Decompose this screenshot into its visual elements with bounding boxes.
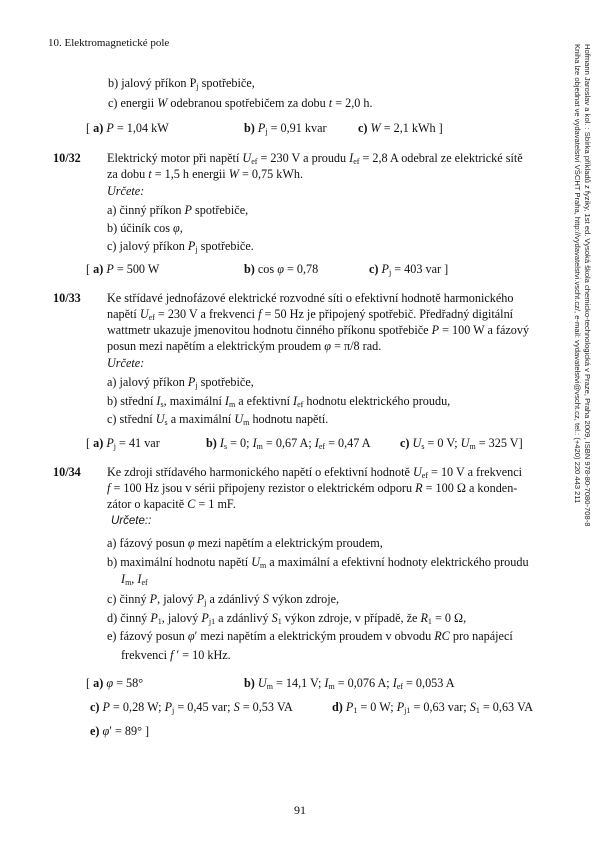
p33-answer-c: c) $U_s = 0$ V; $U_m = 325$ V] xyxy=(400,436,523,451)
p33-statement-line4: posun mezi napětím a elektrickým proudem φ = π/8 rad. xyxy=(107,339,382,353)
p33-item-b: b) střední $I_s$, maximální $I_m$ a efektivní $I_{ef}$ hodnotu elektrického proudu, xyxy=(107,394,451,409)
p34-item-e-line2: frekvenci f ′ = 10 kHz. xyxy=(121,648,231,662)
p33-answer-b: b) $I_s = 0$; $I_m = 0,67$ A; $I_{ef} = 0,47$ A xyxy=(206,436,371,451)
p33-statement-line3: wattmetr ukazuje jmenovitou hodnotu činného příkonu spotřebiče P = 100 W a fázový xyxy=(107,323,530,337)
p34-statement-line2: f = 100 Hz jsou v sérii připojeny rezistor o elektrickém odporu R = 100 Ω a konden- xyxy=(107,481,518,495)
p34-statement-line1: Ke zdroji střídavého harmonického napětí o efektivní hodnotě $U_{ef} = 10$ V a frekvenci xyxy=(107,465,523,480)
p33-answer-a: [ a) $P_j = 41$ var xyxy=(86,436,160,451)
p33-item-a: a) jalový příkon $P_j$ spotřebiče, xyxy=(107,375,254,390)
p34-answer-e: e) φ′ = 89° ] xyxy=(90,724,150,738)
p32-answer-c: c) $P_j = 403$ var ] xyxy=(369,262,449,277)
p1-answer-a: [ a) P = 1,04 kW xyxy=(86,121,169,135)
problem-number-32: 10/32 xyxy=(53,151,81,165)
p32-item-b: b) účiník cos φ, xyxy=(107,221,183,235)
running-header: 10. Elektromagnetické pole xyxy=(48,37,170,49)
p32-statement-line2: za dobu t = 1,5 h energii W = 0,75 kWh. xyxy=(107,167,303,181)
p34-item-a: a) fázový posun φ mezi napětím a elektrickým proudem, xyxy=(107,536,383,550)
p32-item-c: c) jalový příkon $P_j$ spotřebiče. xyxy=(107,239,254,254)
p33-statement-line1: Ke střídavé jednofázové elektrické rozvodné síti o efektivní hodnotě harmonického xyxy=(107,291,514,305)
p34-determine-label: Určete:: xyxy=(111,515,152,527)
p1-answer-b: b) $P_j = 0,91$ kvar xyxy=(244,121,327,136)
side-order-info: Kniha lze objednat ve vydavatelství VŠCHT Praha, http://vydavatelstvi.vscht.cz/, e-mail: vydavatelstvi@vscht.cz, tel.: (+420) 220 443 211 xyxy=(573,44,582,504)
page-number: 91 xyxy=(294,803,306,817)
p34-item-d: d) činný $P_1$, jalový $P_{j1}$ a zdánlivý $S_1$ výkon zdroje, v případě, že $R_1 = 0$ Ω, xyxy=(107,611,467,626)
p33-determine-label: Určete: xyxy=(107,356,145,370)
p34-answer-a: [ a) φ = 58° xyxy=(86,676,144,690)
p34-item-b-line2: $I_m$, $I_{ef}$ xyxy=(121,572,148,587)
p34-item-e-line1: e) fázový posun φ′ mezi napětím a elektrickým proudem v obvodu RC pro napájecí xyxy=(107,629,513,643)
p34-answer-b: b) $U_m = 14,1$ V; $I_m = 0,076$ A; $I_{ef} = 0,053$ A xyxy=(244,676,455,691)
p34-answer-d: d) $P_1 = 0$ W; $P_{j1} = 0,63$ var; $S_1 = 0,63$ VA xyxy=(332,700,533,715)
side-citation: Hofmann Jaroslav a kol. : Sbírka příkladů z fyziky, 1st ed. Vysoká škola chemicko-technologická v Praze, Praha 2009, ISBN 978-80-7080-708-8 xyxy=(583,44,592,527)
p34-item-c: c) činný P, jalový $P_j$ a zdánlivý S výkon zdroje, xyxy=(107,592,340,607)
p32-determine-label: Určete: xyxy=(107,184,145,198)
problem-number-34: 10/34 xyxy=(53,465,81,479)
p34-answer-c: c) P = 0,28 W; $P_j = 0,45$ var; S = 0,53 VA xyxy=(90,700,293,715)
side-copyright-note xyxy=(572,44,592,526)
p32-answer-b: b) cos φ = 0,78 xyxy=(244,262,319,276)
p34-item-b-line1: b) maximální hodnotu napětí $U_m$ a maximální a efektivní hodnoty elektrického proudu xyxy=(107,555,529,570)
p33-statement-line2: napětí $U_{ef} = 230$ V a frekvenci f = 50 Hz je připojený spotřebič. Předřadný digitální xyxy=(107,307,514,322)
p32-item-a: a) činný příkon P spotřebiče, xyxy=(107,203,249,217)
p34-statement-line3: zátor o kapacitě C = 1 mF. xyxy=(107,497,236,511)
problem-number-33: 10/33 xyxy=(53,291,81,305)
p1-answer-c: c) W = 2,1 kWh ] xyxy=(358,121,443,135)
p33-item-c: c) střední $U_s$ a maximální $U_m$ hodnotu napětí. xyxy=(107,412,329,427)
p1-item-c: c) energii W odebranou spotřebičem za dobu t = 2,0 h. xyxy=(108,96,373,110)
p32-statement-line1: Elektrický motor při napětí $U_{ef} = 230$ V a proudu $I_{ef} = 2,8$ A odebral ze elektrické sítě xyxy=(107,151,523,166)
p32-answer-a: [ a) P = 500 W xyxy=(86,262,160,276)
p1-item-b: b) jalový příkon $P_j$ spotřebiče, xyxy=(108,76,255,91)
